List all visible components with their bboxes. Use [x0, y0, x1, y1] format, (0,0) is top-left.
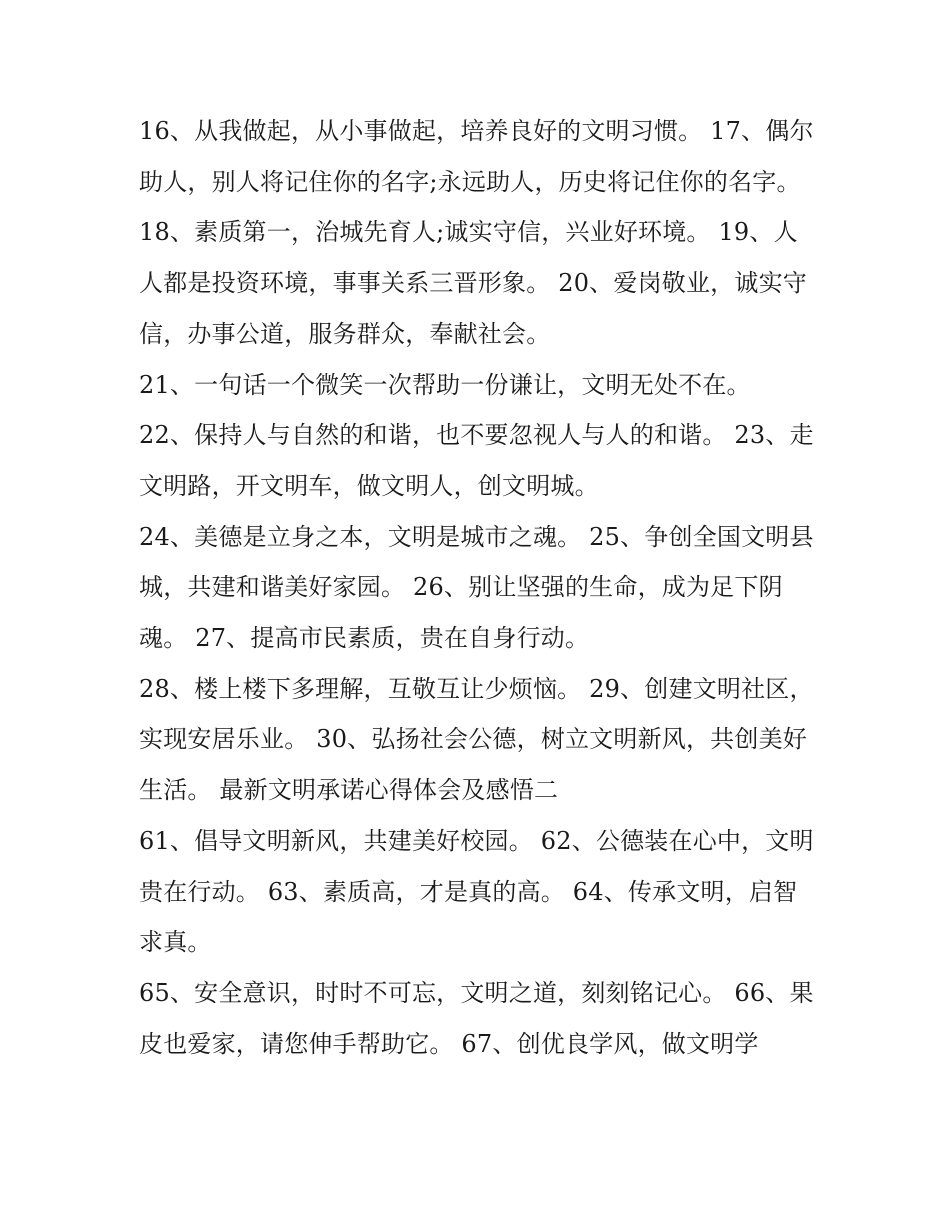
paragraph-2: 18、素质第一，治城先育人;诚实守信，兴业好环境。 19、人人都是投资环境，事事关系三晋形象。 20、爱岗敬业，诚实守信，办事公道，服务群众，奉献社会。 [139, 218, 807, 348]
paragraph-4: 22、保持人与自然的和谐，也不要忽视人与人的和谐。 23、走文明路，开文明车，做文明人，创文明城。 [139, 421, 814, 500]
paragraph-7: 61、倡导文明新风，共建美好校园。 62、公德装在心中，文明贵在行动。 63、素质高，才是真的高。 64、传承文明，启智求真。 [139, 826, 814, 957]
paragraph-3: 21、一句话一个微笑一次帮助一份谦让，文明无处不在。 [139, 370, 751, 399]
paragraph-1: 16、从我做起，从小事做起，培养良好的文明习惯。 17、偶尔助人，别人将记住你的名字;永远助人，历史将记住你的名字。 [139, 117, 814, 196]
paragraph-6: 28、楼上楼下多理解，互敬互让少烦恼。 29、创建文明社区，实现安居乐业。 30、弘扬社会公德，树立文明新风，共创美好生活。 最新文明承诺心得体会及感悟二 [139, 674, 814, 805]
document-body [139, 106, 819, 1069]
paragraph-8: 65、安全意识，时时不可忘，文明之道，刻刻铭记心。 66、果皮也爱家，请您伸手帮助它。 67、创优良学风，做文明学 [139, 978, 814, 1058]
paragraph-5: 24、美德是立身之本，文明是城市之魂。 25、争创全国文明县城，共建和谐美好家园。 26、别让坚强的生命，成为足下阴魂。 27、提高市民素质，贵在自身行动。 [139, 522, 814, 653]
